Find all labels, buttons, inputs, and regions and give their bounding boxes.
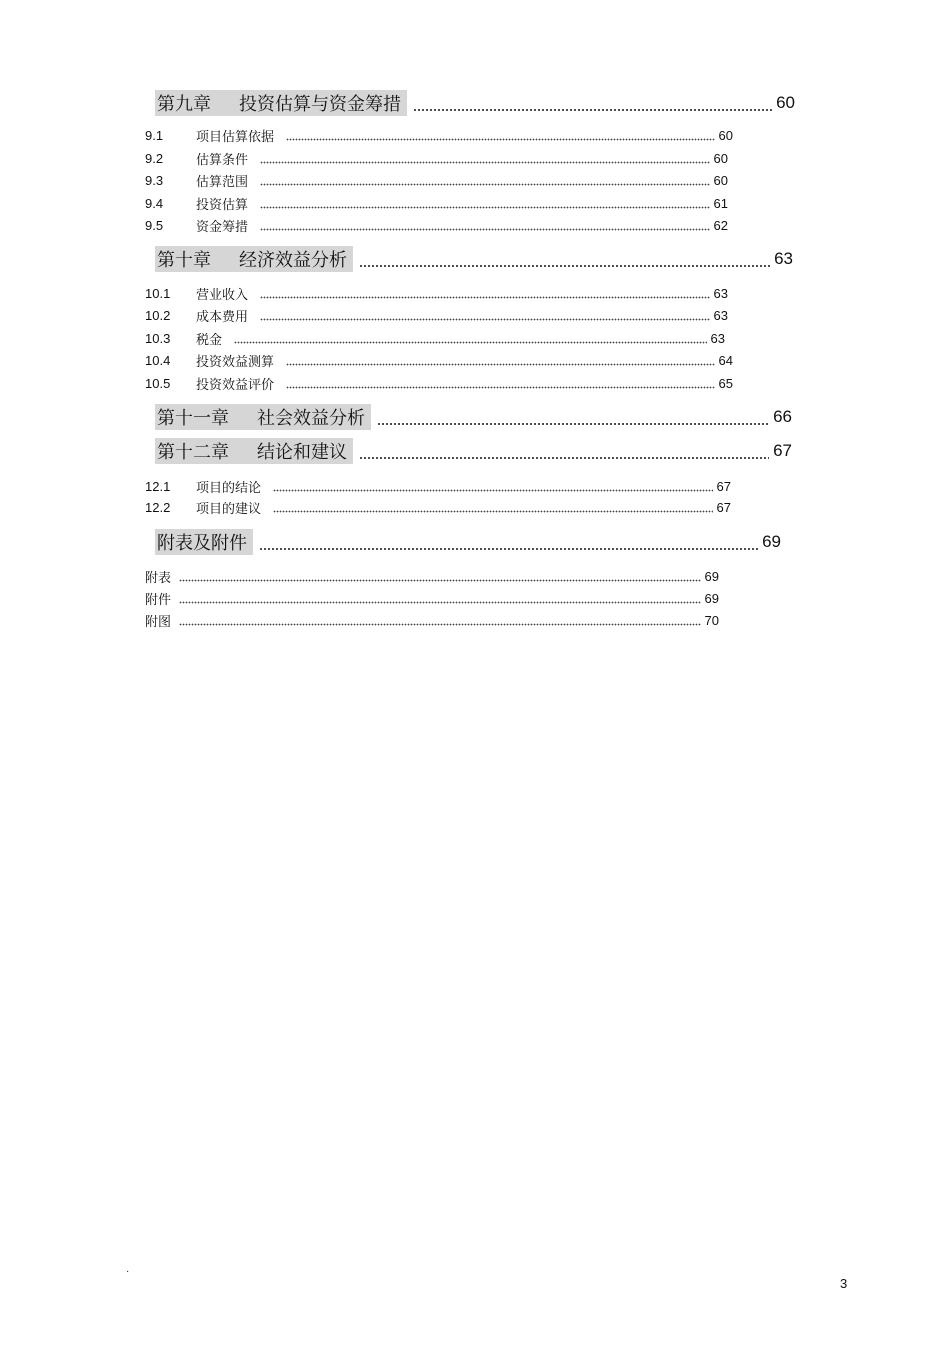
section-page-number: 67 — [716, 478, 731, 494]
toc-appendix-item-attachments[interactable] — [145, 588, 719, 608]
section-number: 9.1 — [145, 127, 164, 143]
chapter-heading-highlight — [155, 90, 407, 116]
chapter-heading-highlight — [155, 246, 353, 272]
section-title: 投资效益测算 — [196, 354, 275, 370]
section-title: 资金筹措 — [196, 219, 249, 235]
toc-section-9-3[interactable] — [145, 170, 728, 190]
section-page-number: 65 — [718, 375, 733, 391]
chapter-number: 第十二章 — [157, 442, 229, 463]
dot-leader — [179, 614, 701, 626]
dot-leader — [260, 174, 710, 186]
section-page-number: 69 — [704, 568, 719, 584]
section-number: 10.5 — [145, 375, 171, 391]
section-number: 12.2 — [145, 499, 171, 515]
toc-section-10-1[interactable] — [145, 283, 728, 303]
section-page-number: 67 — [716, 499, 731, 515]
dot-leader — [260, 197, 710, 209]
dot-leader — [260, 219, 710, 231]
dot-leader — [179, 570, 701, 582]
chapter-page-number: 60 — [776, 93, 795, 112]
chapter-title: 社会效益分析 — [257, 408, 365, 429]
dot-leader — [286, 129, 715, 141]
section-page-number: 63 — [713, 285, 728, 301]
toc-section-9-1[interactable] — [145, 125, 733, 145]
dot-leader — [260, 309, 710, 321]
section-title: 营业收入 — [196, 287, 249, 303]
dot-leader — [259, 533, 758, 551]
toc-appendix-item-tables[interactable] — [145, 566, 719, 586]
section-page-number: 60 — [718, 127, 733, 143]
section-page-number: 69 — [704, 590, 719, 606]
section-title: 税金 — [196, 332, 223, 348]
toc-chapter-9[interactable] — [155, 88, 795, 118]
section-title: 估算范围 — [196, 174, 249, 190]
section-page-number: 64 — [718, 352, 733, 368]
section-number: 9.3 — [145, 172, 164, 188]
chapter-number: 第十一章 — [157, 408, 229, 429]
dot-leader — [234, 332, 707, 344]
chapter-page-number: 69 — [762, 532, 781, 551]
section-number: 9.5 — [145, 217, 164, 233]
toc-section-10-4[interactable] — [145, 350, 733, 370]
toc-section-9-5[interactable] — [145, 215, 728, 235]
dot-leader — [286, 377, 715, 389]
chapter-heading-highlight — [155, 404, 371, 430]
dot-leader — [273, 501, 713, 513]
dot-leader — [359, 250, 770, 268]
toc-section-10-2[interactable] — [145, 305, 728, 325]
chapter-number: 第十章 — [157, 250, 211, 271]
chapter-number: 第九章 — [157, 94, 211, 115]
section-page-number: 61 — [713, 195, 728, 211]
section-page-number: 62 — [713, 217, 728, 233]
section-title: 投资估算 — [196, 197, 249, 213]
dot-leader — [359, 442, 769, 460]
section-number: 10.1 — [145, 285, 171, 301]
section-page-number: 60 — [713, 172, 728, 188]
chapter-title: 附表及附件 — [157, 533, 247, 554]
section-page-number: 60 — [713, 150, 728, 166]
chapter-heading-highlight — [155, 438, 353, 464]
dot-leader — [377, 408, 769, 426]
footer-mark: · — [126, 1266, 130, 1277]
toc-chapter-12[interactable] — [155, 436, 792, 466]
section-title: 附图 — [145, 614, 172, 630]
dot-leader — [179, 592, 701, 604]
dot-leader — [273, 480, 713, 492]
section-title: 成本费用 — [196, 309, 249, 325]
toc-section-10-5[interactable] — [145, 373, 733, 393]
section-title: 投资效益评价 — [196, 377, 275, 393]
section-page-number: 70 — [704, 612, 719, 628]
toc-chapter-11[interactable] — [155, 402, 792, 432]
dot-leader — [260, 287, 710, 299]
section-title: 附件 — [145, 592, 172, 608]
section-page-number: 63 — [710, 330, 725, 346]
chapter-page-number: 63 — [774, 249, 793, 268]
section-title: 项目的建议 — [196, 501, 262, 517]
toc-section-12-1[interactable] — [145, 476, 731, 496]
toc-appendix-item-figures[interactable] — [145, 610, 719, 630]
toc-section-9-2[interactable] — [145, 148, 728, 168]
page-number: 3 — [840, 1276, 848, 1291]
section-number: 10.4 — [145, 352, 171, 368]
section-number: 9.2 — [145, 150, 164, 166]
section-title: 附表 — [145, 570, 172, 586]
dot-leader — [286, 354, 715, 366]
section-number: 10.2 — [145, 307, 171, 323]
section-page-number: 63 — [713, 307, 728, 323]
chapter-heading-highlight — [155, 529, 253, 555]
section-number: 12.1 — [145, 478, 171, 494]
section-number: 10.3 — [145, 330, 171, 346]
chapter-title: 结论和建议 — [257, 442, 347, 463]
toc-chapter-10[interactable] — [155, 244, 793, 274]
section-number: 9.4 — [145, 195, 164, 211]
chapter-page-number: 66 — [773, 407, 792, 426]
toc-section-9-4[interactable] — [145, 193, 728, 213]
dot-leader — [260, 152, 710, 164]
chapter-page-number: 67 — [773, 441, 792, 460]
toc-section-12-2[interactable] — [145, 497, 731, 517]
dot-leader — [413, 94, 772, 112]
section-title: 项目估算依据 — [196, 129, 275, 145]
toc-section-10-3[interactable] — [145, 328, 725, 348]
chapter-title: 经济效益分析 — [239, 250, 347, 271]
section-title: 项目的结论 — [196, 480, 262, 496]
chapter-title: 投资估算与资金筹措 — [239, 94, 401, 115]
toc-appendix[interactable] — [155, 527, 781, 557]
section-title: 估算条件 — [196, 152, 249, 168]
